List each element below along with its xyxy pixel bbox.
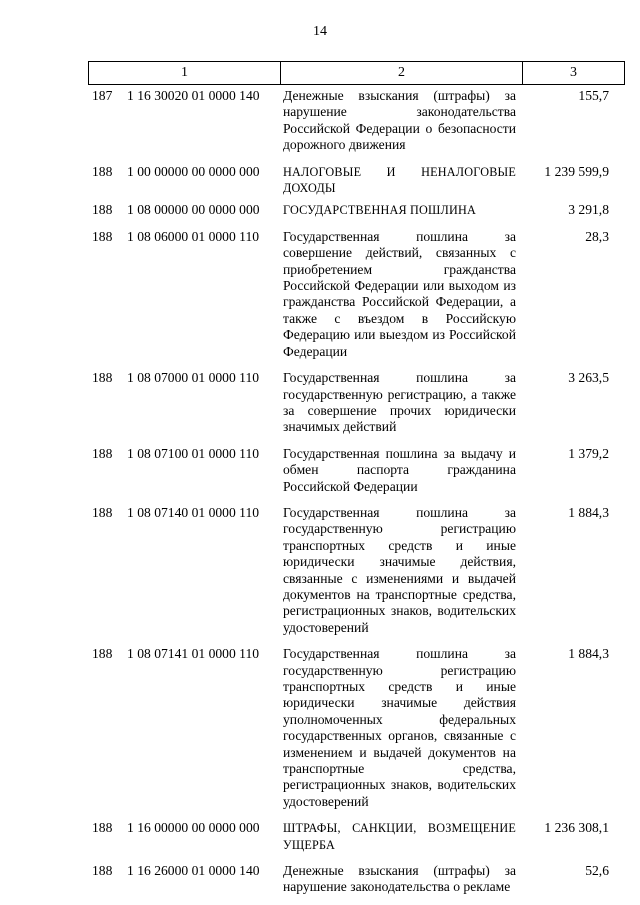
table-row — [0, 370, 640, 436]
row-name: Денежные взыскания (штрафы) за нарушение законодательства о рекламе — [283, 863, 516, 895]
row-value: 1 239 599,9 — [544, 163, 609, 179]
row-number: 188 — [92, 202, 113, 218]
row-number: 188 — [92, 228, 113, 244]
row-number: 188 — [92, 445, 113, 461]
row-number: 188 — [92, 504, 113, 520]
row-code: 1 16 26000 01 0000 140 — [127, 863, 260, 879]
row-code: 1 08 07000 01 0000 110 — [127, 370, 260, 386]
row-value: 1 884,3 — [568, 646, 609, 662]
header-col-1: 1 — [89, 62, 281, 84]
row-code: 1 08 00000 00 0000 000 — [127, 202, 260, 218]
row-code: 1 08 07141 01 0000 110 — [127, 646, 260, 662]
header-col-3: 3 — [570, 65, 577, 80]
row-value: 3 263,5 — [568, 370, 609, 386]
table-row — [0, 646, 640, 810]
row-code: 1 00 00000 00 0000 000 — [127, 163, 260, 179]
row-number: 188 — [92, 370, 113, 386]
row-name: ГОСУДАРСТВЕННАЯ ПОШЛИНА — [283, 203, 476, 218]
row-code: 1 08 06000 01 0000 110 — [127, 228, 260, 244]
table-row — [0, 863, 640, 896]
table-row — [0, 505, 640, 636]
row-code: 1 16 30020 01 0000 140 — [127, 88, 260, 103]
row-value: 1 379,2 — [568, 445, 609, 461]
row-value: 155,7 — [578, 88, 609, 103]
row-code: 1 16 00000 00 0000 000 — [127, 820, 260, 836]
header-col-2: 2 — [281, 62, 523, 84]
row-number: 188 — [92, 863, 113, 879]
row-code: 1 08 07140 01 0000 110 — [127, 504, 260, 520]
row-name: ШТРАФЫ, САНКЦИИ, ВОЗМЕЩЕНИЕ УЩЕРБА — [283, 821, 516, 852]
row-value: 3 291,8 — [568, 202, 609, 218]
row-code: 1 08 07100 01 0000 110 — [127, 445, 260, 461]
row-name: Государственная пошлина за выдачу и обмен паспорта гражданина Российской Федерации — [283, 445, 516, 494]
row-number: 188 — [92, 646, 113, 662]
row-number: 187 — [92, 88, 113, 103]
table-row — [0, 446, 640, 495]
table-row — [0, 820, 640, 853]
row-name: Государственная пошлина за совершение действий, связанных с приобретением гражданства Российской Федерации или выходом из гражданства Российской Федерации, а также с въездом в Российскую Федерацию или выездом из Российской Федерации — [283, 228, 516, 359]
row-number: 188 — [92, 820, 113, 836]
row-number: 188 — [92, 163, 113, 179]
table-row — [0, 202, 640, 218]
row-name: Государственная пошлина за государственную регистрацию, а также за совершение прочих юридически значимых действий — [283, 370, 516, 435]
page-number: 14 — [313, 24, 327, 39]
table-body — [0, 88, 640, 896]
row-value: 28,3 — [585, 228, 609, 244]
row-name: НАЛОГОВЫЕ И НЕНАЛОГОВЫЕ ДОХОДЫ — [283, 164, 516, 196]
row-name: Государственная пошлина за государственную регистрацию транспортных средств и иные юридически значимые действия, связанные с изменениями и выдачей документов на транспортные средства, регистрационных знаков, водительских удостоверений — [283, 504, 516, 635]
table-row — [0, 229, 640, 360]
table-row — [0, 164, 640, 197]
table-header — [88, 61, 625, 85]
row-value: 1 236 308,1 — [544, 820, 609, 836]
row-value: 52,6 — [585, 863, 609, 879]
row-name: Денежные взыскания (штрафы) за нарушение законодательства Российской Федерации о безопасности дорожного движения — [283, 88, 516, 153]
row-name: Государственная пошлина за государственную регистрацию транспортных средств и иные юридически значимые действия уполномоченных федеральных государственных органов, связанные с изменением и выдачей документов на транспортные средства, регистрационных знаков, водительских удостоверений — [283, 646, 516, 809]
row-value: 1 884,3 — [568, 504, 609, 520]
table-row — [0, 88, 640, 154]
